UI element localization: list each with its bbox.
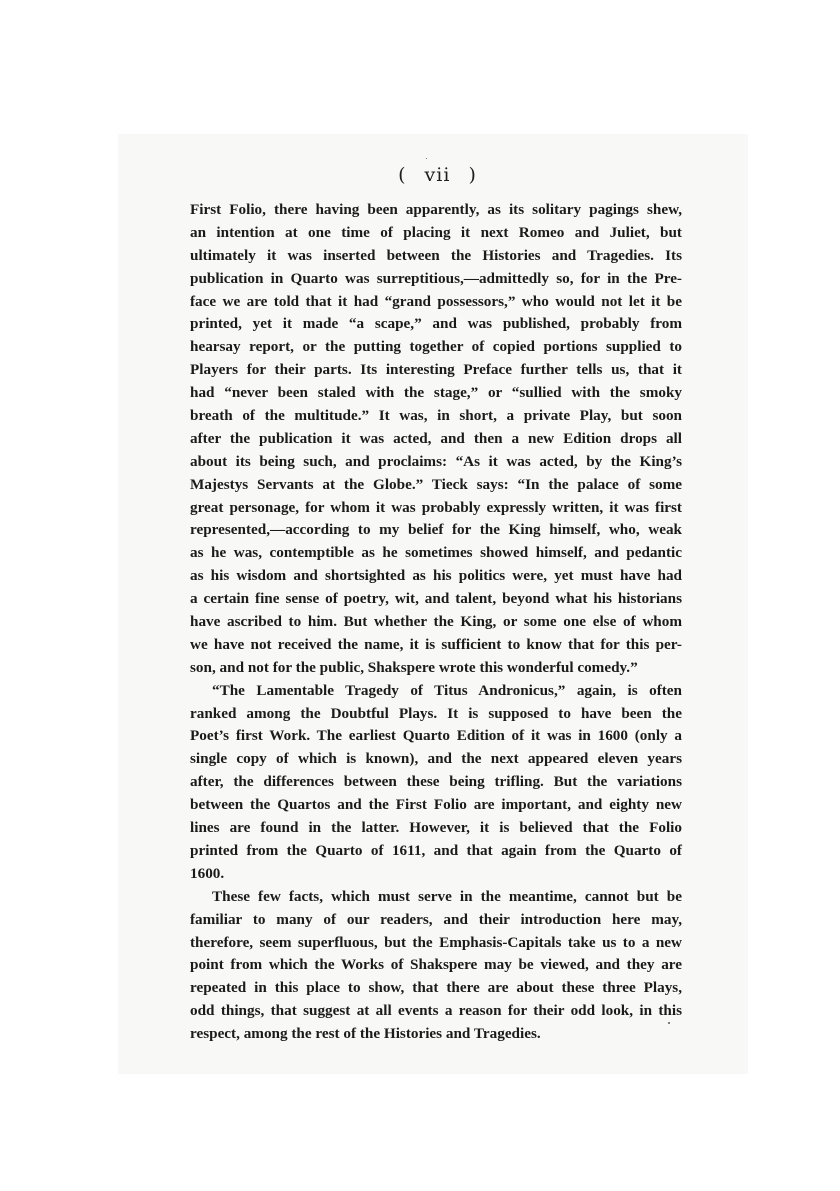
text-line: Majestys Servants at the Globe.” Tieck says: “In the palace of some <box>190 475 682 493</box>
scan-speck <box>426 158 427 159</box>
text-line: a certain fine sense of poetry, wit, and talent, beyond what his historians <box>190 590 682 608</box>
text-line: These few facts, which must serve in the meantime, cannot but be <box>212 887 682 905</box>
text-line: familiar to many of our readers, and their introduction here may, <box>190 910 682 928</box>
text-line: hearsay report, or the putting together of copied portions supplied to <box>190 338 682 356</box>
text-line: as his wisdom and shortsighted as his politics were, yet must have had <box>190 567 682 585</box>
text-line: respect, among the rest of the Histories and Tragedies. <box>190 1025 541 1043</box>
text-line: 1600. <box>190 864 225 882</box>
body-text <box>190 199 682 1046</box>
text-line: publication in Quarto was surreptitious,—admittedly so, for in the Pre- <box>190 269 682 287</box>
text-line: therefore, seem superfluous, but the Emphasis-Capitals take us to a new <box>190 933 682 951</box>
page-number-close-paren: ) <box>468 164 477 186</box>
text-line: represented,—according to my belief for the King himself, who, weak <box>190 521 682 539</box>
text-line: odd things, that suggest at all events a reason for their odd look, in this <box>190 1002 682 1020</box>
text-line: great personage, for whom it was probably expressly written, it was first <box>190 498 682 516</box>
text-line: had “never been staled with the stage,” or “sullied with the smoky <box>190 384 682 402</box>
text-line: lines are found in the latter. However, it is believed that the Folio <box>190 819 682 837</box>
scan-speck <box>668 1022 670 1024</box>
text-line: single copy of which is known), and the next appeared eleven years <box>190 750 682 768</box>
text-line: between the Quartos and the First Folio are important, and eighty new <box>190 796 682 814</box>
text-line: face we are told that it had “grand possessors,” who would not let it be <box>190 292 682 310</box>
text-line: Players for their parts. Its interesting Preface further tells us, that it <box>190 361 682 379</box>
text-line: after the publication it was acted, and then a new Edition drops all <box>190 429 682 447</box>
page-number-open-paren: ( <box>398 164 407 186</box>
text-line: after, the differences between these being trifling. But the variations <box>190 773 682 791</box>
page-number-value: vii <box>424 164 451 186</box>
text-line: as he was, contemptible as he sometimes showed himself, and pedantic <box>190 544 682 562</box>
text-line: breath of the multitude.” It was, in short, a private Play, but soon <box>190 407 682 425</box>
text-line: printed, yet it made “a scape,” and was published, probably from <box>190 315 682 333</box>
text-line: have ascribed to him. But whether the King, or some one else of whom <box>190 613 682 631</box>
text-line: son, and not for the public, Shakspere wrote this wonderful comedy.” <box>190 658 638 676</box>
text-line: Poet’s first Work. The earliest Quarto Edition of it was in 1600 (only a <box>190 727 682 745</box>
text-line: we have not received the name, it is sufficient to know that for this per- <box>190 635 682 653</box>
text-line: about its being such, and proclaims: “As it was acted, by the King’s <box>190 452 682 470</box>
page-number <box>0 164 840 186</box>
text-line: printed from the Quarto of 1611, and that again from the Quarto of <box>190 841 682 859</box>
text-line: First Folio, there having been apparently, as its solitary pagings shew, <box>190 201 682 218</box>
text-line: “The Lamentable Tragedy of Titus Andronicus,” again, is often <box>212 681 682 699</box>
text-line: ranked among the Doubtful Plays. It is supposed to have been the <box>190 704 682 722</box>
text-line: point from which the Works of Shakspere may be viewed, and they are <box>190 956 682 974</box>
text-line: ultimately it was inserted between the Histories and Tragedies. Its <box>190 246 682 264</box>
text-line: repeated in this place to show, that there are about these three Plays, <box>190 979 682 997</box>
text-line: an intention at one time of placing it next Romeo and Juliet, but <box>190 223 682 241</box>
